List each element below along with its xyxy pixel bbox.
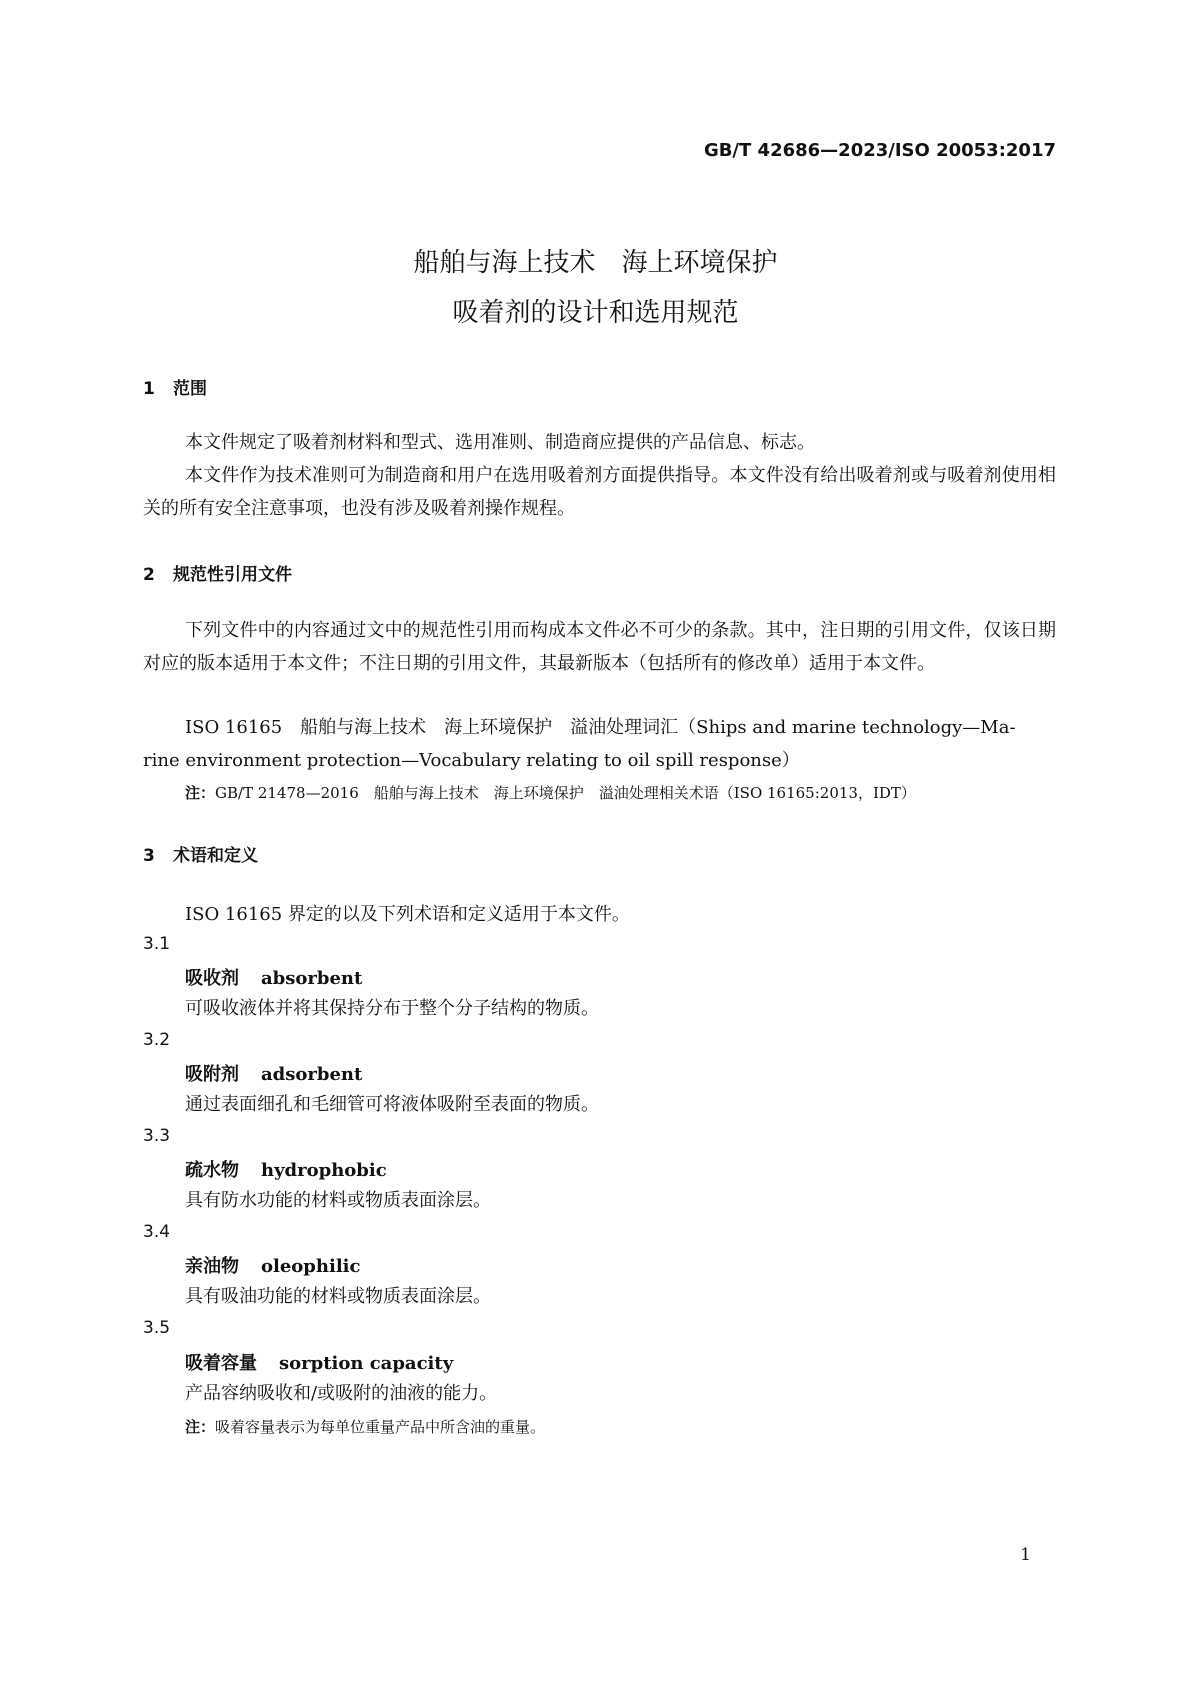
section-title: 术语和定义	[173, 846, 258, 866]
term-number: 3.5	[143, 1318, 171, 1338]
section-3-intro: ISO 16165 界定的以及下列术语和定义适用于本文件。	[185, 904, 630, 925]
note-text: 吸着容量表示为每单位重量产品中所含油的重量。	[215, 1418, 546, 1436]
term-zh: 吸附剂	[185, 1064, 239, 1085]
term-zh: 吸收剂	[185, 968, 239, 989]
section-title: 范围	[173, 379, 207, 399]
section-2-note	[185, 782, 916, 803]
term-heading	[185, 964, 362, 990]
term-en: sorption capacity	[279, 1353, 454, 1374]
section-number: 2	[143, 565, 155, 585]
note-text: GB/T 21478—2016 船舶与海上技术 海上环境保护 溢油处理相关术语（ISO 16165:2013，IDT）	[215, 784, 916, 802]
section-1-paragraph-2: 本文件作为技术准则可为制造商和用户在选用吸着剂方面提供指导。本文件没有给出吸着剂或与吸着剂使用相关的所有安全注意事项，也没有涉及吸着剂操作规程。	[143, 465, 1056, 519]
note-label: 注：	[185, 1418, 216, 1436]
term-zh: 疏水物	[185, 1160, 239, 1181]
term-heading	[185, 1349, 453, 1375]
term-definition: 具有防水功能的材料或物质表面涂层。	[185, 1190, 491, 1211]
term-heading	[185, 1156, 387, 1182]
page-number: 1	[1020, 1545, 1031, 1565]
document-title-line2: 吸着剂的设计和选用规范	[452, 298, 739, 328]
reference-line-1: ISO 16165 船舶与海上技术 海上环境保护 溢油处理词汇（Ships and marine technology—Ma-	[185, 717, 1016, 738]
reference-line-2: rine environment protection—Vocabulary relating to oil spill response）	[143, 750, 800, 771]
term-definition: 具有吸油功能的材料或物质表面涂层。	[185, 1286, 491, 1307]
term-heading	[185, 1060, 362, 1086]
term-definition: 通过表面细孔和毛细管可将液体吸附至表面的物质。	[185, 1094, 599, 1115]
section-number: 3	[143, 846, 155, 866]
term-definition: 可吸收液体并将其保持分布于整个分子结构的物质。	[185, 998, 599, 1019]
term-heading	[185, 1252, 360, 1278]
document-title-line1: 船舶与海上技术 海上环境保护	[413, 248, 778, 278]
term-number: 3.3	[143, 1126, 171, 1146]
standard-number: GB/T 42686—2023/ISO 20053:2017	[703, 140, 1056, 161]
term-en: oleophilic	[261, 1256, 361, 1277]
section-2-paragraph-1: 下列文件中的内容通过文中的规范性引用而构成本文件必不可少的条款。其中，注日期的引用文件，仅该日期对应的版本适用于本文件；不注日期的引用文件，其最新版本（包括所有的修改单）适用于本文件。	[143, 620, 1056, 674]
term-number: 3.1	[143, 934, 171, 954]
section-title: 规范性引用文件	[173, 565, 292, 585]
term-definition: 产品容纳吸收和/或吸附的油液的能力。	[185, 1383, 498, 1404]
section-3-note	[185, 1416, 545, 1437]
term-number: 3.2	[143, 1030, 171, 1050]
note-label: 注：	[185, 784, 216, 802]
section-2-heading	[143, 560, 292, 585]
term-number: 3.4	[143, 1222, 171, 1242]
term-en: adsorbent	[261, 1064, 363, 1085]
term-en: hydrophobic	[261, 1160, 387, 1181]
section-1-paragraph-1: 本文件规定了吸着剂材料和型式、选用准则、制造商应提供的产品信息、标志。	[185, 432, 815, 453]
section-number: 1	[143, 379, 155, 399]
term-zh: 吸着容量	[185, 1353, 257, 1374]
section-3-heading	[143, 841, 258, 866]
section-1-heading	[143, 374, 207, 399]
term-zh: 亲油物	[185, 1256, 239, 1277]
term-en: absorbent	[261, 968, 363, 989]
